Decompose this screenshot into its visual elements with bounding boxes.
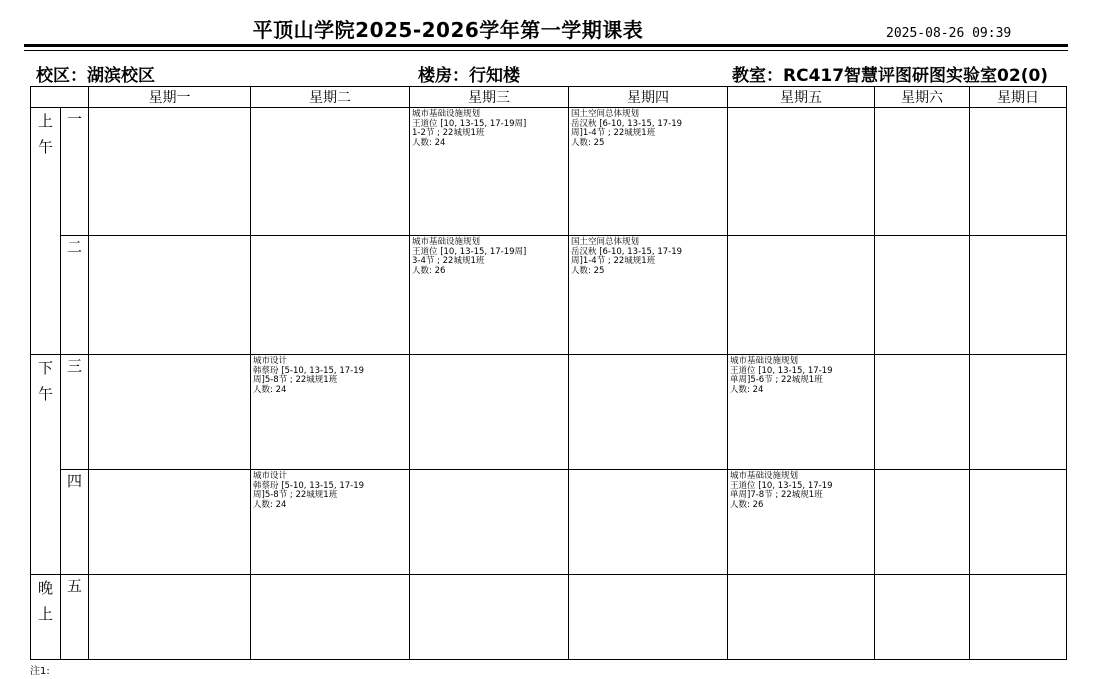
slot-label-4: 四 bbox=[61, 470, 89, 575]
day-header-row bbox=[31, 87, 1067, 108]
cell-s5-sat bbox=[875, 575, 970, 660]
corner-cell bbox=[31, 87, 89, 108]
slot-label-5: 五 bbox=[61, 575, 89, 660]
slot-row-3 bbox=[31, 355, 1067, 470]
slot-label-2: 二 bbox=[61, 236, 89, 355]
cell-s3-mon bbox=[89, 355, 251, 470]
slot-row-2 bbox=[31, 236, 1067, 355]
period-morning: 上 午 bbox=[31, 108, 61, 355]
cell-s5-tue bbox=[251, 575, 410, 660]
course-entry: 城市设计 韩蔡玢 [5-10, 13-15, 17-19 周]5-8节 ; 22城规1班 人数: 24 bbox=[253, 471, 365, 510]
cell-s3-thu bbox=[569, 355, 728, 470]
cell-s2-tue bbox=[251, 236, 410, 355]
room-label: 教室：RC417智慧评图研图实验室02(0) bbox=[732, 66, 1049, 86]
cell-s3-sat bbox=[875, 355, 970, 470]
building-label: 楼房：行知楼 bbox=[418, 66, 520, 86]
cell-s5-sun bbox=[970, 575, 1067, 660]
day-header-thu: 星期四 bbox=[569, 87, 728, 108]
header-rule-thick bbox=[24, 44, 1068, 47]
cell-s3-sun bbox=[970, 355, 1067, 470]
slot-label-3: 三 bbox=[61, 355, 89, 470]
cell-s4-wed bbox=[410, 470, 569, 575]
day-header-fri: 星期五 bbox=[728, 87, 875, 108]
cell-s1-sun bbox=[970, 108, 1067, 236]
course-entry: 城市设计 韩蔡玢 [5-10, 13-15, 17-19 周]5-8节 ; 22城规1班 人数: 24 bbox=[253, 356, 365, 395]
cell-s2-mon bbox=[89, 236, 251, 355]
cell-s2-fri bbox=[728, 236, 875, 355]
cell-s3-fri bbox=[728, 355, 875, 470]
cell-s2-sat bbox=[875, 236, 970, 355]
day-header-wed: 星期三 bbox=[410, 87, 569, 108]
cell-s1-tue bbox=[251, 108, 410, 236]
slot-row-4 bbox=[31, 470, 1067, 575]
cell-s1-fri bbox=[728, 108, 875, 236]
cell-s1-sat bbox=[875, 108, 970, 236]
course-entry: 城市基础设施规划 王道位 [10, 13-15, 17-19周] 3-4节 ; 22城规1班 人数: 26 bbox=[412, 237, 527, 276]
day-header-mon: 星期一 bbox=[89, 87, 251, 108]
cell-s4-fri bbox=[728, 470, 875, 575]
period-afternoon: 下 午 bbox=[31, 355, 61, 575]
course-entry: 城市基础设施规划 王道位 [10, 13-15, 17-19 单周]5-6节 ; 22城规1班 人数: 24 bbox=[730, 356, 833, 395]
footnote: 注1: bbox=[30, 666, 50, 677]
header-rule-thin bbox=[24, 50, 1068, 51]
period-evening: 晚 上 bbox=[31, 575, 61, 660]
slot-label-1: 一 bbox=[61, 108, 89, 236]
cell-s1-wed bbox=[410, 108, 569, 236]
course-entry: 城市基础设施规划 王道位 [10, 13-15, 17-19周] 1-2节 ; 22城规1班 人数: 24 bbox=[412, 109, 527, 148]
timetable bbox=[30, 86, 1067, 660]
course-entry: 城市基础设施规划 王道位 [10, 13-15, 17-19 单周]7-8节 ; 22城规1班 人数: 26 bbox=[730, 471, 833, 510]
day-header-sat: 星期六 bbox=[875, 87, 970, 108]
cell-s2-thu bbox=[569, 236, 728, 355]
cell-s4-sat bbox=[875, 470, 970, 575]
cell-s4-thu bbox=[569, 470, 728, 575]
day-header-tue: 星期二 bbox=[251, 87, 410, 108]
cell-s3-wed bbox=[410, 355, 569, 470]
day-header-sun: 星期日 bbox=[970, 87, 1067, 108]
cell-s2-wed bbox=[410, 236, 569, 355]
slot-row-5 bbox=[31, 575, 1067, 660]
cell-s5-wed bbox=[410, 575, 569, 660]
campus-label: 校区：湖滨校区 bbox=[36, 66, 155, 86]
course-entry: 国土空间总体规划 岳汉秋 [6-10, 13-15, 17-19 周]1-4节 ; 22城规1班 人数: 25 bbox=[571, 109, 683, 148]
cell-s1-mon bbox=[89, 108, 251, 236]
cell-s4-sun bbox=[970, 470, 1067, 575]
print-timestamp: 2025-08-26 09:39 bbox=[886, 26, 1012, 41]
cell-s4-tue bbox=[251, 470, 410, 575]
cell-s5-fri bbox=[728, 575, 875, 660]
cell-s5-thu bbox=[569, 575, 728, 660]
cell-s2-sun bbox=[970, 236, 1067, 355]
course-entry: 国土空间总体规划 岳汉秋 [6-10, 13-15, 17-19 周]1-4节 ; 22城规1班 人数: 25 bbox=[571, 237, 683, 276]
page-title: 平顶山学院2025-2026学年第一学期课表 bbox=[252, 18, 644, 42]
cell-s3-tue bbox=[251, 355, 410, 470]
cell-s1-thu bbox=[569, 108, 728, 236]
cell-s5-mon bbox=[89, 575, 251, 660]
cell-s4-mon bbox=[89, 470, 251, 575]
slot-row-1 bbox=[31, 108, 1067, 236]
